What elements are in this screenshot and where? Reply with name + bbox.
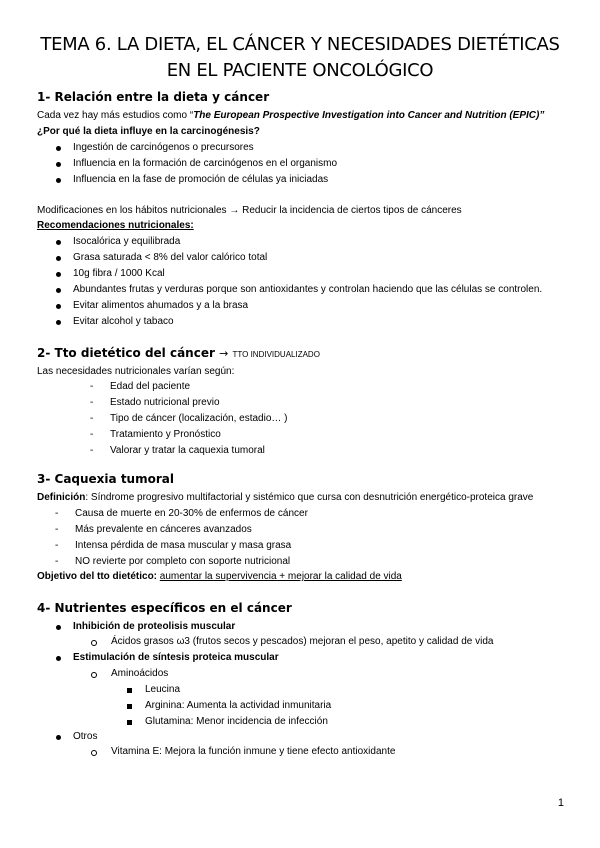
s3-definition xyxy=(37,492,533,503)
s1-modifications: Modificaciones en los hábitos nutricionales → Reducir la incidencia de ciertos tipos de cánceres xyxy=(37,205,462,216)
s1-question: ¿Por qué la dieta influye en la carcinogénesis? xyxy=(37,126,260,137)
s1-recommendation: 10g fibra / 1000 Kcal xyxy=(73,268,165,279)
s4-group-2: Estimulación de síntesis proteica muscular xyxy=(73,652,279,663)
s2-item: Edad del paciente xyxy=(110,381,191,392)
section-2-heading xyxy=(37,346,320,360)
s2-item: Tratamiento y Pronóstico xyxy=(110,429,221,440)
s1-recommendation: Abundantes frutas y verduras porque son antioxidantes y controlan haciendo que las células se controlen. xyxy=(73,284,543,295)
s2-intro: Las necesidades nutricionales varían según: xyxy=(37,366,235,377)
s1-intro-study: The European Prospective Investigation into Cancer and Nutrition (EPIC)” xyxy=(193,110,545,121)
bullet-icon xyxy=(56,735,61,740)
section-3-heading: 3- Caquexia tumoral xyxy=(37,472,174,486)
square-bullet-icon xyxy=(127,720,132,725)
s4-amino-item: Leucina xyxy=(145,684,181,695)
s3-item: Más prevalente en cánceres avanzados xyxy=(75,524,252,535)
dash-bullet: - xyxy=(55,540,59,551)
s2-item: Valorar y tratar la caquexia tumoral xyxy=(110,445,265,456)
s1-intro xyxy=(37,110,544,121)
s2-tag: TTO INDIVIDUALIZADO xyxy=(232,350,320,359)
dash-bullet: - xyxy=(90,381,94,392)
s2-item: Tipo de cáncer (localización, estadio… ) xyxy=(110,413,288,424)
bullet-icon xyxy=(56,240,61,245)
s3-item: Causa de muerte en 20-30% de enfermos de cáncer xyxy=(75,508,308,519)
bullet-icon xyxy=(56,304,61,309)
s1-reason: Influencia en la fase de promoción de células ya iniciadas xyxy=(73,174,329,185)
title-line-2: EN EL PACIENTE ONCOLÓGICO xyxy=(166,60,434,81)
bullet-icon xyxy=(56,288,61,293)
s4-group-3: Otros xyxy=(73,731,98,742)
dash-bullet: - xyxy=(90,429,94,440)
s4-group-3-item: Vitamina E: Mejora la función inmune y tiene efecto antioxidante xyxy=(111,746,396,757)
s1-recommendation: Grasa saturada < 8% del valor calórico total xyxy=(73,252,268,263)
bullet-icon xyxy=(56,256,61,261)
arrow-icon: → xyxy=(219,347,229,360)
page-number: 1 xyxy=(557,797,564,809)
bullet-icon xyxy=(56,162,61,167)
s1-reason: Ingestión de carcinógenos o precursores xyxy=(73,142,254,153)
bullet-icon xyxy=(56,146,61,151)
s4-group-2-sub: Aminoácidos xyxy=(111,668,169,679)
dash-bullet: - xyxy=(55,524,59,535)
s1-recommendation: Isocalórica y equilibrada xyxy=(73,236,181,247)
s2-item: Estado nutricional previo xyxy=(110,397,220,408)
section-4-heading: 4- Nutrientes específicos en el cáncer xyxy=(37,601,292,615)
s3-item: Intensa pérdida de masa muscular y masa grasa xyxy=(75,540,292,551)
circle-bullet-icon xyxy=(91,640,97,646)
s1-recommendations-heading: Recomendaciones nutricionales: xyxy=(37,220,194,231)
bullet-icon xyxy=(56,178,61,183)
square-bullet-icon xyxy=(127,704,132,709)
square-bullet-icon xyxy=(127,688,132,693)
s3-objective xyxy=(37,571,402,582)
title-line-1: TEMA 6. LA DIETA, EL CÁNCER Y NECESIDADES DIETÉTICAS xyxy=(40,34,560,55)
s3-item: NO revierte por completo con soporte nutricional xyxy=(75,556,291,567)
dash-bullet: - xyxy=(90,413,94,424)
s2-heading-text: 2- Tto dietético del cáncer xyxy=(37,346,215,360)
bullet-icon xyxy=(56,320,61,325)
bullet-icon xyxy=(56,272,61,277)
bullet-icon xyxy=(56,656,61,661)
circle-bullet-icon xyxy=(91,672,97,678)
s3-definition-label: Definición xyxy=(37,492,86,503)
s4-group-1: Inhibición de proteolisis muscular xyxy=(73,621,236,632)
s4-amino-item: Glutamina: Menor incidencia de infección xyxy=(145,716,328,727)
section-1-heading: 1- Relación entre la dieta y cáncer xyxy=(37,90,270,104)
bullet-icon xyxy=(56,625,61,630)
dash-bullet: - xyxy=(55,508,59,519)
s1-intro-text: Cada vez hay más estudios como “ xyxy=(37,110,194,121)
s3-objective-label: Objetivo del tto dietético: xyxy=(37,571,158,582)
s1-recommendation: Evitar alimentos ahumados y a la brasa xyxy=(73,300,249,311)
circle-bullet-icon xyxy=(91,750,97,756)
s3-objective-text: aumentar la supervivencia + mejorar la calidad de vida xyxy=(159,571,402,582)
s4-amino-item: Arginina: Aumenta la actividad inmunitaria xyxy=(145,700,332,711)
dash-bullet: - xyxy=(55,556,59,567)
s3-definition-text: : Síndrome progresivo multifactorial y sistémico que cursa con desnutrición energético-proteica grave xyxy=(85,492,534,503)
dash-bullet: - xyxy=(90,445,94,456)
s1-recommendation: Evitar alcohol y tabaco xyxy=(73,316,174,327)
s4-group-1-item: Ácidos grasos ω3 (frutos secos y pescados) mejoran el peso, apetito y calidad de vida xyxy=(111,636,494,647)
dash-bullet: - xyxy=(90,397,94,408)
s1-reason: Influencia en la formación de carcinógenos en el organismo xyxy=(73,158,338,169)
